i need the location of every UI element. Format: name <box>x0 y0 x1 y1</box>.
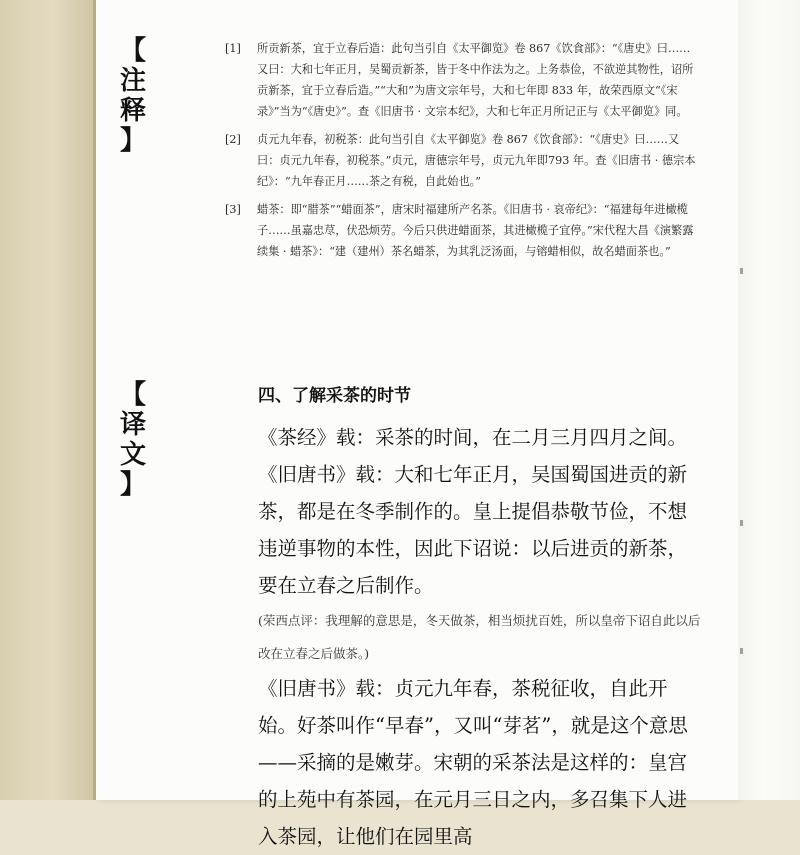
next-page-edge <box>738 0 800 800</box>
note-text: 所贡新茶，宜于立春后造：此句当引自《太平御览》卷 867《饮食部》：“《唐史》曰……又曰：大和七年正月，吴蜀贡新茶，皆于冬中作法为之。上务恭俭，不欲逆其物性，诏所贡新茶，宜于立春后造。”“大和”为唐文宗年号，大和七年即 833 年，故荣西原文“《宋录》”当为“《唐史》”。查《旧唐书 · 文宗本纪》，大和七年正月所记正与《太平御览》同。 <box>257 42 694 118</box>
note-number: [1] <box>225 42 241 55</box>
translation-heading: 四、了解采茶的时节 <box>258 386 411 406</box>
translation-paragraph: 《旧唐书》载：大和七年正月，吴国蜀国进贡的新茶，都是在冬季制作的。皇上提倡恭敬节俭，不想违逆事物的本性，因此下诏说：以后进贡的新茶，要在立春之后制作。 <box>258 463 688 597</box>
note-number: [2] <box>225 133 241 146</box>
note-item <box>225 199 700 262</box>
notes-section-tag: 【 注 释 】 <box>119 36 146 156</box>
note-number: [3] <box>225 203 241 216</box>
note-item <box>225 38 700 122</box>
translation-section-tag: 【 译 文 】 <box>119 380 146 500</box>
notes-list <box>225 38 700 269</box>
binding-stitch <box>740 520 743 526</box>
binding-stitch <box>740 268 743 274</box>
translation-paragraph: 《茶经》载：采茶的时间，在二月三月四月之间。 <box>258 426 688 449</box>
binding-stitch <box>740 648 743 654</box>
note-item <box>225 129 700 192</box>
commentary-note: (荣西点评：我理解的意思是，冬天做茶，相当烦扰百姓，所以皇帝下诏自此以后改在立春之后做茶。) <box>258 613 701 661</box>
book-binding <box>0 0 96 800</box>
translation-body <box>258 378 703 855</box>
note-text: 贞元九年春，初税茶：此句当引自《太平御览》卷 867《饮食部》：“《唐史》曰……又曰：贞元九年春，初税茶。”贞元，唐德宗年号，贞元九年即793 年。查《旧唐书 · 德宗本纪》：“九年春正月……茶之有税，自此始也。” <box>257 133 696 188</box>
note-text: 蜡茶：即“腊茶”“蜡面茶”，唐宋时福建所产名茶。《旧唐书 · 哀帝纪》：“福建每年进橄榄子……虽嘉忠荩，伏恐烦劳。今后只供进蜡面茶，其进橄榄子宜停。”宋代程大昌《演繁露续集 · 蜡茶》：“建（建州）茶名蜡茶，为其乳泛汤面，与镕蜡相似，故名蜡面茶也。” <box>257 203 694 258</box>
translation-paragraph: 《旧唐书》载：贞元九年春，茶税征收，自此开始。好茶叫作“早春”，又叫“芽茗”，就是这个意思——采摘的是嫩芽。宋朝的采茶法是这样的：皇宫的上苑中有茶园，在元月三日之内，多召集下人进入茶园，让他们在园里高 <box>258 677 688 848</box>
